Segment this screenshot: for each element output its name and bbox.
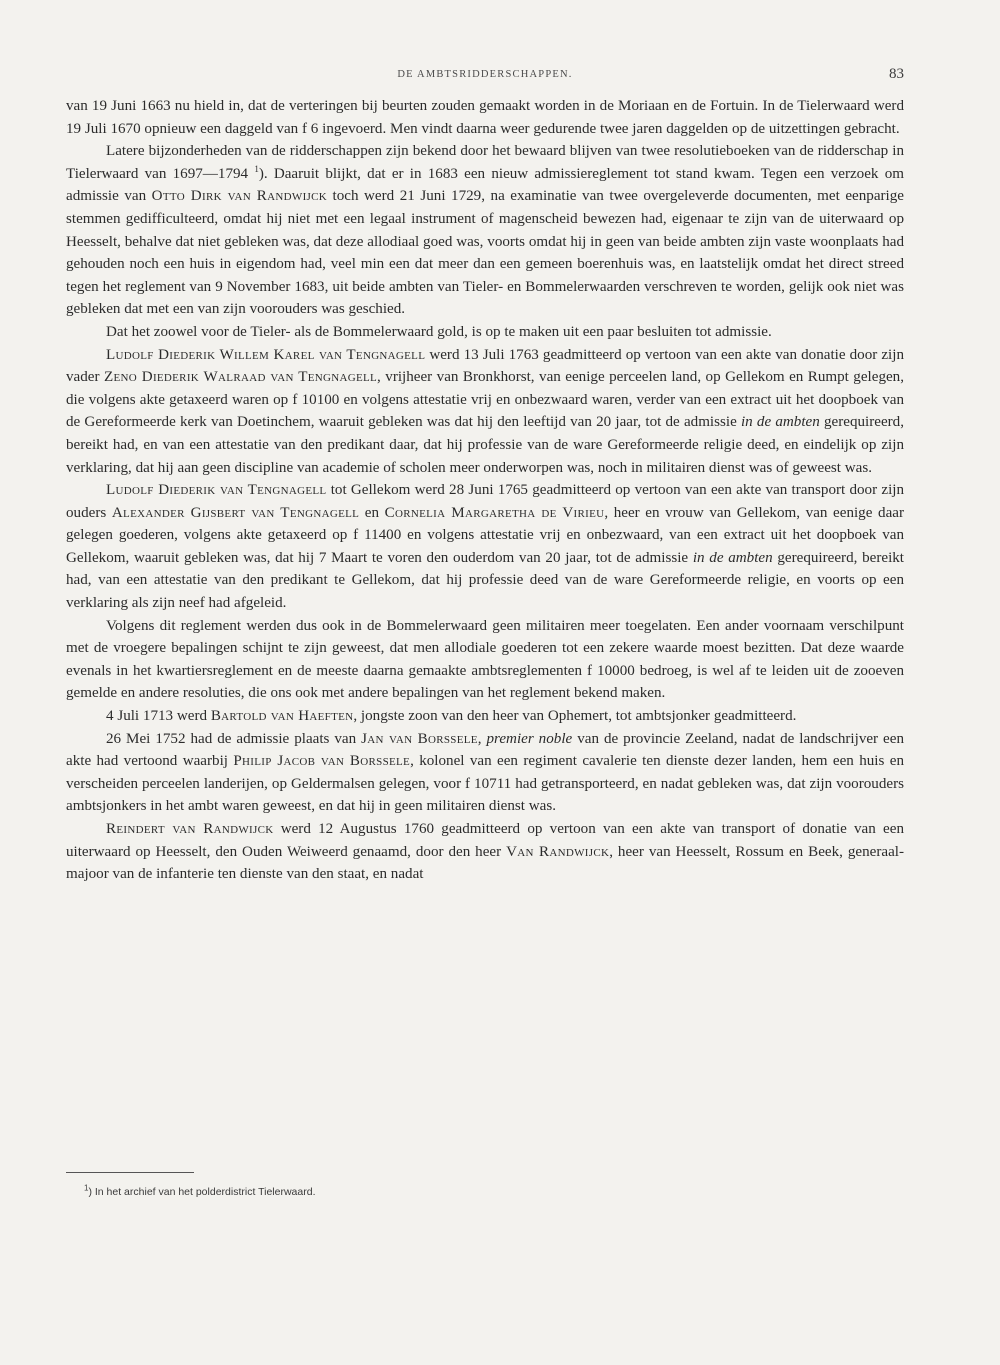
person-name: Bartold van Haeften [210,708,354,725]
person-name: Philip Jacob van Borssele [233,753,411,770]
text-run: ). Daaruit blijkt, dat er in 1683 een nieuw admissiereglement tot stand kwam. Tegen een verzoek om admissie van [66,165,904,205]
paragraph-p1 [66,95,904,140]
person-name: Cornelia Margaretha de Virieu [384,504,605,521]
text-run: en [359,504,385,521]
paragraph-p8 [66,728,904,818]
text-run: Dat het zoowel voor de Tieler- als de Bommelerwaard gold, is op te maken uit een paar besluiten tot admissie. [106,323,772,340]
body-text [66,95,904,886]
italic-phrase: in de ambten [740,414,820,431]
italic-phrase: premier noble [486,730,573,747]
text-run: tot Gellekom werd 28 Juni 1765 geadmitteerd op vertoon van een akte van transport door zijn ouders [66,482,904,521]
text-run: gerequireerd, bereikt had, en van een attestatie van den predikant daar, dat hij professie van de ware Gereformeerde religie deed, en eindelijk op zijn verklaring, dat hij aan geen discipline van academie of scholen meer onderworpen was, noch in militairen dienst was of geweest was. [66,414,905,476]
paragraph-p7 [66,705,904,728]
paragraph-p5 [66,479,904,615]
text-run: werd 12 Augustus 1760 geadmitteerd op vertoon van een akte van transport of donatie van een uiterwaard op Heesselt, den Ouden Weiweerd genaamd, door den heer [66,821,904,860]
text-run: gerequireerd, bereikt had, van een attestatie van den predikant te Gellekom, dat hij professie deed van de ware Gereformeerde religie, en voorts op een verklaring als zijn neef had afgeleid. [66,549,904,612]
text-run: Volgens dit reglement werden dus ook in de Bommelerwaard geen militairen meer toegelaten. Een ander voornaam verschilpunt met de vroegere bepalingen schijnt te zijn geweest, dat men allodiale goederen tot een zekere waarde moest bezitten. Dat deze waarde evenals in het kwartiersreglement en de meeste daarna gemaakte ambtsreglementen f 10000 bedroeg, is wel af te leiden uit de zooeven gemelde en andere resoluties, die ons ook met andere bepalingen van het reglement bekend maken. [66,617,904,702]
paragraph-p2 [66,140,904,321]
person-name: Jan van Borssele [361,730,478,747]
text-run: , heer van Heesselt, Rossum en Beek, generaal-majoor van de infanterie ten dienste van den staat, en nadat [66,843,904,883]
text-run: , jongste zoon van den heer van Ophemert, tot ambtsjonker geadmitteerd. [353,708,797,725]
footnote [84,1183,316,1198]
italic-phrase: in de ambten [692,549,773,566]
text-run: werd 13 Juli 1763 geadmitteerd op vertoon van een akte van donatie door zijn vader [66,346,904,386]
text-run: Latere bijzonderheden van de ridderschappen zijn bekend door het bewaard blijven van twee resolutieboeken van de ridderschap in Tielerwaard van 1697—1794 [66,143,904,182]
text-run: , kolonel van een regiment cavalerie ten dienste dezer landen, hem een huis en verscheiden perceelen landerijen, op Geldermalsen gelegen, voor f 10711 had getransporteerd, en nadat gebleken was, dat zijn voorouders ambtsjonkers in het ambt waren geweest, en dat hij in geen militairen dienst was. [66,753,904,815]
text-run: van 19 Juni 1663 nu hield in, dat de verteringen bij beurten zouden gemaakt worden in de Moriaan en de Fortuin. In de Tielerwaard werd 19 Juli 1670 opnieuw een daggeld van f 6 ingevoerd. Men vindt daarna weer gedurende twee jaren daggelden op de uitzettingen gebracht. [66,98,904,137]
person-name: Reindert van Randwijck [106,821,274,837]
paragraph-p6 [66,615,904,705]
paragraph-p4 [66,344,904,480]
page-number: 83 [889,66,904,82]
person-name: Van Randwijck [506,843,610,860]
text-run: 4 Juli 1713 werd [106,708,211,725]
running-head [66,66,904,88]
paragraph-p9 [66,818,904,886]
text-run: toch werd 21 Juni 1729, na examinatie van twee overgeleverde documenten, met eenparige stemmen gedifficulteerd, omdat hij niet met een legaal instrument of magenscheid bewezen had, eigenaar te zijn van de uiterwaard op Heesselt, behalve dat niet gebleken was, dat deze allodiaal goed was, voorts omdat hij in geen van beide ambten zijn vaste woonplaats had gehouden noch een huis in eigendom had, veel min een dat meer dan een gemeen boerenhuis was, en laatstelijk omdat het direct streed tegen het reglement van 9 November 1683, uit beide ambten van Tieler- en Bommelerwaarden verschreven te worden, gelijk ook niet was gebleken dat met een van zijn voorouders was geschied. [66,188,904,318]
footnote-divider [66,1172,194,1173]
text-run: , heer en vrouw van Gellekom, van eenige daar gelegen goederen, volgens akte getaxeerd op f 11400 en volgens attestatie vrij en onbezwaard, van een extract uit het doopboek van Gellekom, waaruit gebleken was, dat hij 7 Maart te voren den ouderdom van 20 jaar, tot de admissie [66,504,905,566]
text-run: van de provincie Zeeland, nadat de landschrijver een akte had vertoond waarbij [66,730,904,770]
person-name: Ludolf Diederik Willem Karel van Tengnagell [106,346,426,363]
text-run: 26 Mei 1752 had de admissie plaats van [106,730,362,747]
person-name: Otto Dirk van Randwijck [151,188,327,205]
footnote-marker: 1 [84,1183,89,1193]
person-name: Alexander Gijsbert van Tengnagell [111,504,360,521]
person-name: Ludolf Diederik van Tengnagell [106,482,327,499]
text-run: , vrijheer van Bronkhorst, van eenige perceelen land, op Gellekom en Rumpt gelegen, die volgens akte getaxeerd waren op f 10100 en volgens attestatie vrij en onbezwaard waren, verder van een extract uit het doopboek van de Gereformeerde kerk van Doetinchem, waaruit gebleken was dat hij den leeftijd van 20 jaar, tot de admissie [66,369,905,431]
person-name: Zeno Diederik Walraad van Tengnagell [103,369,378,386]
running-title: DE AMBTSRIDDERSCHAPPEN. [397,69,573,80]
footnote-reference: 1 [254,163,259,174]
footnote-text: ) In het archief van het polderdistrict Tielerwaard. [88,1186,316,1198]
paragraph-p3 [66,321,904,344]
text-run: , [477,730,487,747]
